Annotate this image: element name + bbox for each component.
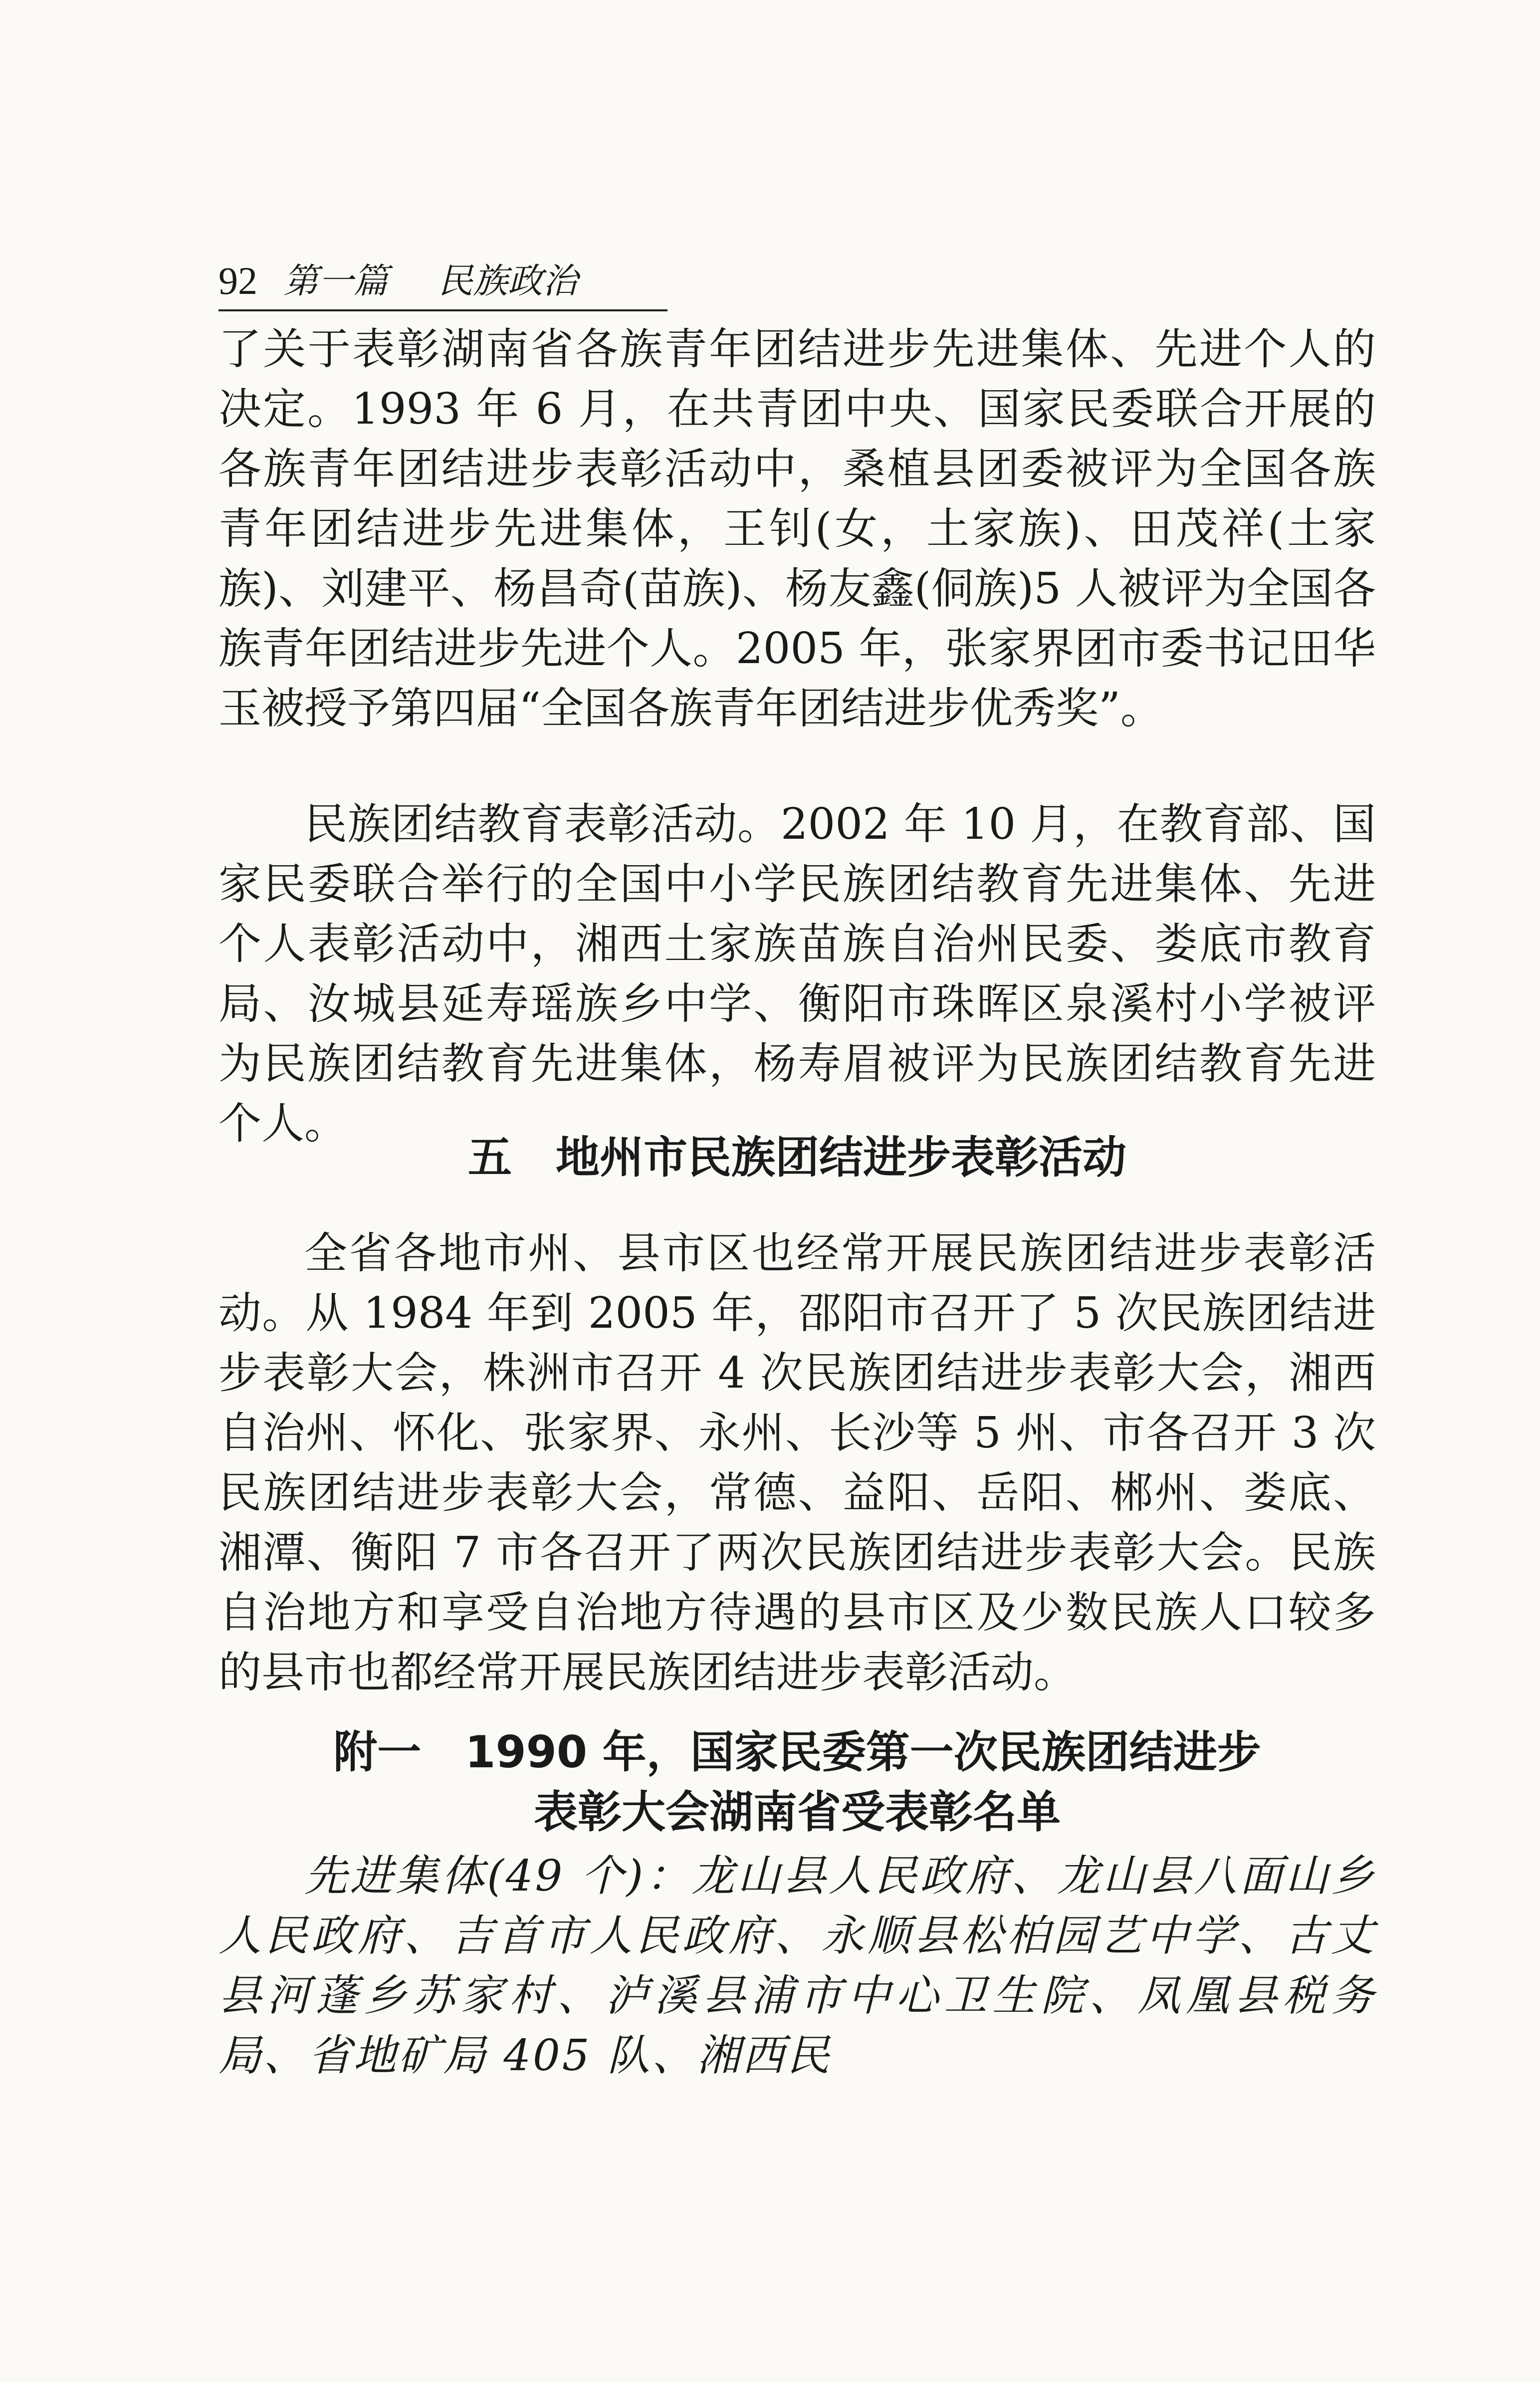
paragraph-youth-unity: 了关于表彰湖南省各族青年团结进步先进集体、先进个人的决定。1993 年 6 月，在共青团中央、国家民委联合开展的各族青年团结进步表彰活动中，桑植县团委被评为全国各族青年团结进步先进集体，王钊(女，土家族)、田茂祥(土家族)、刘建平、杨昌奇(苗族)、杨友鑫(侗族)5 人被评为全国各族青年团结进步先进个人。2005 年，张家界团市委书记田华玉被授予第四届“全国各族青年团结进步优秀奖”。 bbox=[219, 324, 1376, 733]
header-part: 第一篇 bbox=[283, 260, 388, 301]
page-number: 92 bbox=[219, 259, 257, 302]
running-header bbox=[219, 254, 667, 311]
appendix-title-line-2: 表彰大会湖南省受表彰名单 bbox=[533, 1786, 1061, 1838]
paragraph-local-activities: 全省各地市州、县市区也经常开展民族团结进步表彰活动。从 1984 年到 2005 年，邵阳市召开了 5 次民族团结进步表彰大会，株洲市召开 4 次民族团结进步表彰大会，湘西自治州、怀化、张家界、永州、长沙等 5 州、市各召开 3 次民族团结进步表彰大会，常德、益阳、岳阳、郴州、娄底、湘潭、衡阳 7 市各召开了两次民族团结进步表彰大会。民族自治地方和享受自治地方待遇的县市区及少数民族人口较多的县市也都经常开展民族团结进步表彰活动。 bbox=[219, 1228, 1376, 1697]
section-title: 五 地州市民族团结进步表彰活动 bbox=[467, 1132, 1126, 1183]
header-title: 民族政治 bbox=[438, 260, 578, 301]
paragraph-advanced-collectives: 先进集体(49 个)：龙山县人民政府、龙山县八面山乡人民政府、吉首市人民政府、永顺县松柏园艺中学、古丈县河蓬乡苏家村、泸溪县浦市中心卫生院、凤凰县税务局、省地矿局 405 队、湘西民 bbox=[219, 1851, 1376, 2081]
appendix-title-line-1: 附一 1990 年，国家民委第一次民族团结进步 bbox=[333, 1726, 1261, 1778]
paragraph-education-unity: 民族团结教育表彰活动。2002 年 10 月，在教育部、国家民委联合举行的全国中小学民族团结教育先进集体、先进个人表彰活动中，湘西土家族苗族自治州民委、娄底市教育局、汝城县延寿瑶族乡中学、衡阳市珠晖区泉溪村小学被评为民族团结教育先进集体，杨寿眉被评为民族团结教育先进个人。 bbox=[219, 799, 1376, 1149]
